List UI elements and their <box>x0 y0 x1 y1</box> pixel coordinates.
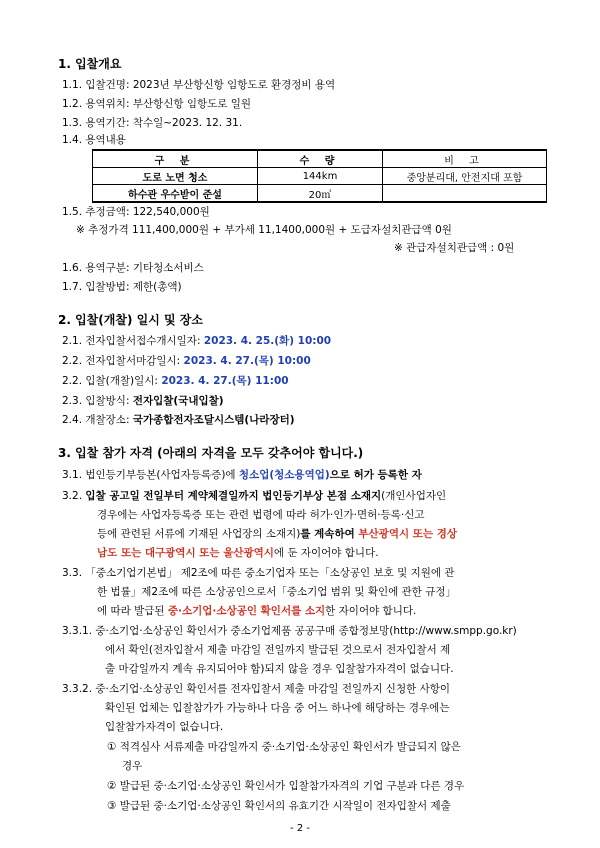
item-3-3-text: 한 자이어야 합니다. <box>325 605 417 617</box>
item-3-2-number: 3.2. <box>62 490 86 502</box>
table-header-quantity: 수 량 <box>258 150 383 168</box>
condition-2: ② 발급된 중·소기업·소상공인 확인서가 입찰참가자격의 기업 구분과 다른 경우 <box>107 780 465 792</box>
item-2-2a-value: 2023. 4. 27.(목) 10:00 <box>183 355 311 367</box>
item-3-1-suffix: 으로 허가 등록한 자 <box>329 469 422 481</box>
item-3-3-1-line3: 출 마감일까지 계속 유지되어야 함)되지 않을 경우 입찰참가자격이 없습니다. <box>105 663 454 675</box>
section-1-title: 1. 입찰개요 <box>58 57 122 71</box>
note-estimated-price: ※ 추정가격 111,400,000원 + 부가세 11,1400,000원 + 도급자설치관급액 0원 <box>76 224 452 236</box>
note-government-supply: ※ 관급자설치관급액 : 0원 <box>394 242 515 254</box>
item-3-2-line1 <box>62 489 446 503</box>
table-cell-category: 하수관 우수받이 준설 <box>93 185 258 203</box>
item-3-2-text: (개인사업자인 <box>381 490 447 502</box>
item-3-3-certificate: 중·소기업·소상공인 확인서를 소지 <box>167 605 326 617</box>
item-3-3-2-line3: 입찰참가자격이 없습니다. <box>105 721 224 733</box>
table-row <box>93 185 547 203</box>
item-2-1 <box>62 334 331 348</box>
item-3-3-2-line1: 3.3.2. 중·소기업·소상공인 확인서를 전자입찰서 제출 마감일 전일까지 신청한 사항이 <box>62 683 451 695</box>
page-number: - 2 - <box>290 823 310 834</box>
table-cell-remarks: 중앙분리대, 안전지대 포함 <box>383 168 547 185</box>
item-2-1-label: 2.1. 전자입찰서접수개시일자: <box>62 335 204 347</box>
table-cell-category: 도로 노면 청소 <box>93 168 258 185</box>
item-3-1-license: 청소업(청소용역업) <box>238 469 330 481</box>
item-3-2-region: 남도 또는 대구광역시 또는 울산광역시 <box>97 547 274 559</box>
item-3-3-text: 에 따라 발급된 <box>97 605 168 617</box>
item-1-4: 1.4. 용역내용 <box>62 134 126 146</box>
item-3-1 <box>62 468 422 482</box>
condition-3: ③ 발급된 중·소기업·소상공인 확인서의 유효기간 시작일이 전자입찰서 제출 <box>107 800 451 812</box>
item-2-1-value: 2023. 4. 25.(화) 10:00 <box>203 335 332 347</box>
item-2-4-label: 2.4. 개찰장소: <box>62 414 133 426</box>
condition-1-line1: ① 적격심사 서류제출 마감일까지 중·소기업·소상공인 확인서가 발급되지 않은 <box>107 741 461 753</box>
item-2-3 <box>62 394 224 408</box>
table-cell-remarks <box>383 185 547 203</box>
section-2-title: 2. 입찰(개찰) 일시 및 장소 <box>58 313 203 327</box>
item-3-2-line4 <box>97 546 379 560</box>
table-cell-quantity: 144km <box>258 168 383 185</box>
item-2-2a-label: 2.2. 전자입찰서마감일시: <box>62 355 184 367</box>
item-3-2-line3 <box>97 527 457 541</box>
item-2-2b-label: 2.2. 입찰(개찰)일시: <box>62 375 162 387</box>
section-3-title: 3. 입찰 참가 자격 (아래의 자격을 모두 갖추어야 합니다.) <box>58 446 364 460</box>
item-2-3-value: 전자입찰(국내입찰) <box>132 395 224 407</box>
item-3-2-continuous: 를 계속하여 <box>300 528 359 540</box>
item-3-1-text: 3.1. 법인등기부등본(사업자등록증)에 <box>62 469 239 481</box>
item-2-4-value: 국가종합전자조달시스템(나라장터) <box>132 414 295 426</box>
item-1-1: 1.1. 입찰건명: 2023년 부산항신항 임항도로 환경정비 용역 <box>62 79 336 91</box>
item-3-3-line1: 3.3. 「중소기업기본법」 제2조에 따른 중소기업자 또는「소상공인 보호 및 지원에 관 <box>62 567 455 579</box>
table-header-remarks: 비 고 <box>383 150 547 168</box>
table-row <box>93 168 547 185</box>
table-cell-quantity: 20㎥ <box>258 185 383 203</box>
item-3-3-1-line2: 에서 확인(전자입찰서 제출 마감일 전일까지 발급된 것으로서 전자입찰서 제 <box>105 644 451 656</box>
table-header-row <box>93 150 547 168</box>
item-2-2b <box>62 374 289 388</box>
item-3-2-region: 부산광역시 또는 경상 <box>358 528 457 540</box>
item-1-7: 1.7. 입찰방법: 제한(총액) <box>62 281 182 293</box>
item-2-4 <box>62 413 295 427</box>
item-1-5: 1.5. 추정금액: 122,540,000원 <box>62 206 210 218</box>
item-2-3-label: 2.3. 입찰방식: <box>62 395 133 407</box>
item-3-2-text: 에 둔 자이어야 합니다. <box>273 547 379 559</box>
item-2-2b-value: 2023. 4. 27.(목) 11:00 <box>161 375 289 387</box>
item-1-2: 1.2. 용역위치: 부산항신항 임항도로 일원 <box>62 98 252 110</box>
item-3-3-2-line2: 확인된 업체는 입찰참가가 가능하나 다음 중 어느 하나에 해당하는 경우에는 <box>105 702 450 714</box>
item-3-2-location-rule: 입찰 공고일 전일부터 계약체결일까지 법인등기부상 본점 소재지 <box>85 490 382 502</box>
item-2-2a <box>62 354 311 368</box>
item-1-3: 1.3. 용역기간: 착수일~2023. 12. 31. <box>62 117 243 129</box>
service-content-table <box>92 149 547 203</box>
item-3-2-line2: 경우에는 사업자등록증 또는 관련 법령에 따라 허가·인가·면허·등록·신고 <box>97 509 425 521</box>
item-3-2-text: 등에 관련된 서류에 기재된 사업장의 소재지) <box>97 528 301 540</box>
condition-1-line2: 경우 <box>122 760 143 772</box>
item-3-3-line3 <box>97 604 416 618</box>
item-1-6: 1.6. 용역구분: 기타청소서비스 <box>62 262 204 274</box>
table-header-category: 구 분 <box>93 150 258 168</box>
item-3-3-line2: 한 법률」제2조에 따른 소상공인으로서「중소기업 범위 및 확인에 관한 규정」 <box>97 586 457 598</box>
item-3-3-1-line1: 3.3.1. 중·소기업·소상공인 확인서가 중소기업제품 공공구매 종합정보망(http://www.smpp.go.kr) <box>62 625 517 637</box>
